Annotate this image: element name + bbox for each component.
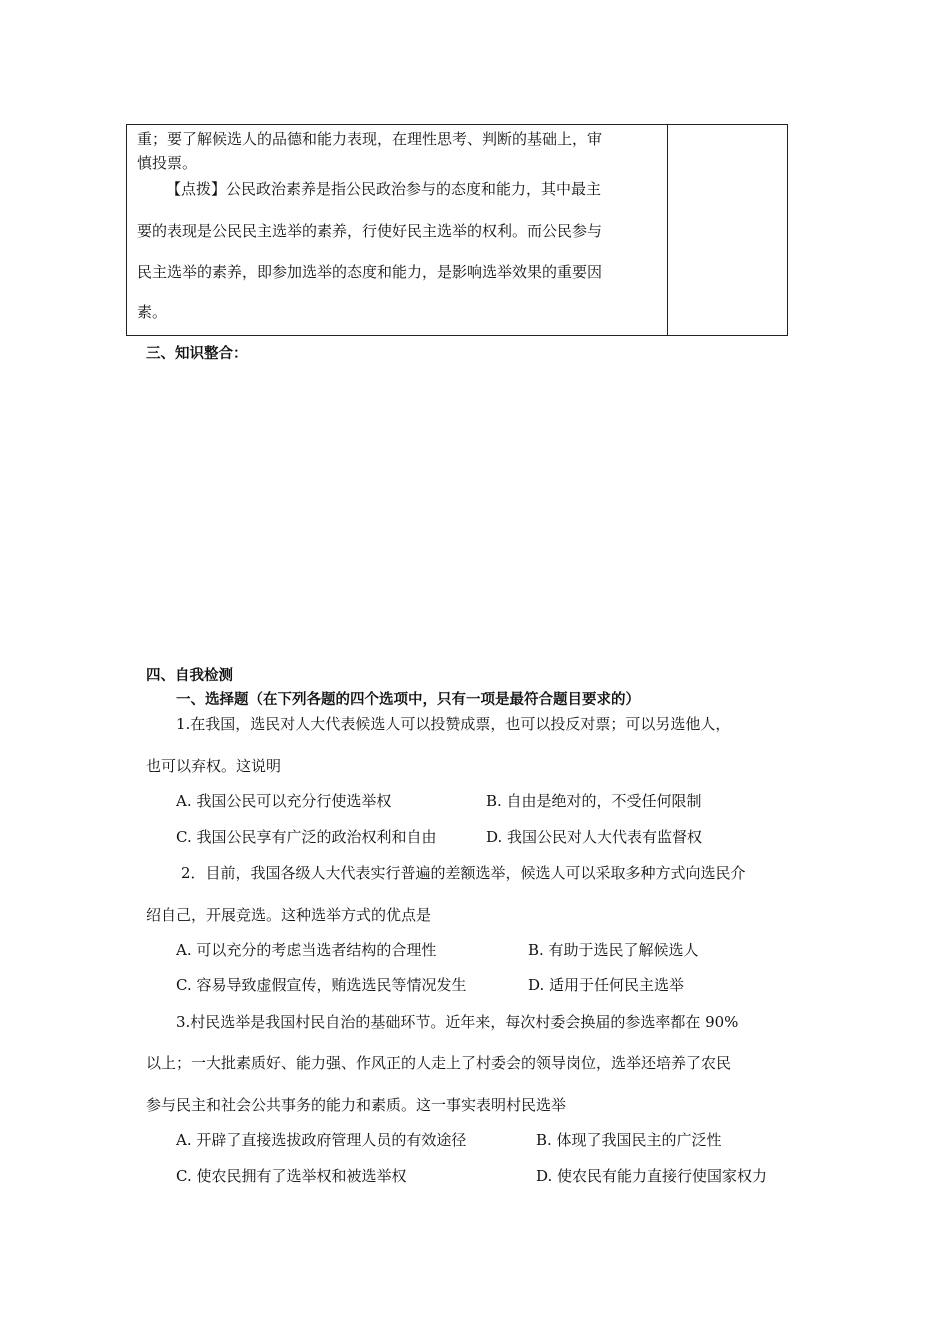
option-c: C. 容易导致虚假宣传，贿选选民等情况发生 xyxy=(176,976,467,994)
option-d: D. 适用于任何民主选举 xyxy=(528,976,685,994)
section-title: 四、自我检测 xyxy=(146,668,233,684)
option-d: D. 使农民有能力直接行使国家权力 xyxy=(536,1167,768,1185)
option-a: A. 可以充分的考虑当选者结构的合理性 xyxy=(176,941,437,959)
option-a: A. 开辟了直接选拔政府管理人员的有效途径 xyxy=(176,1131,467,1149)
option-b: B. 有助于选民了解候选人 xyxy=(528,941,699,959)
option-b: B. 自由是绝对的，不受任何限制 xyxy=(486,792,702,810)
option-c: C. 使农民拥有了选举权和被选举权 xyxy=(176,1167,407,1185)
tip-text: 素。 xyxy=(137,303,168,321)
tip-text: 民主选举的素养，即参加选举的态度和能力，是影响选举效果的重要因 xyxy=(137,263,603,281)
option-a: A. 我国公民可以充分行使选举权 xyxy=(176,792,392,810)
tip-text: 公民政治素养是指公民政治参与的态度和能力，其中最主 xyxy=(226,180,602,198)
question-stem: 参与民主和社会公共事务的能力和素质。这一事实表明村民选举 xyxy=(146,1096,567,1114)
tip-block xyxy=(166,178,601,199)
question-stem: 3.村民选举是我国村民自治的基础环节。近年来，每次村委会换届的参选率都在 90% xyxy=(176,1013,739,1031)
section-subtitle: 一、选择题（在下列各题的四个选项中，只有一项是最符合题目要求的） xyxy=(176,692,640,708)
tip-label: 【点拨】 xyxy=(166,180,227,198)
option-d: D. 我国公民对人大代表有监督权 xyxy=(486,828,703,846)
tip-text: 要的表现是公民民主选举的素养，行使好民主选举的权利。而公民参与 xyxy=(137,222,603,240)
question-stem: 绍自己，开展竞选。这种选举方式的优点是 xyxy=(146,906,432,924)
table-column-divider xyxy=(667,125,668,335)
option-b: B. 体现了我国民主的广泛性 xyxy=(536,1131,722,1149)
option-c: C. 我国公民享有广泛的政治权利和自由 xyxy=(176,828,437,846)
section-title: 三、知识整合： xyxy=(146,346,248,362)
question-stem: 2．目前，我国各级人大代表实行普遍的差额选举，候选人可以采取多种方式向选民介 xyxy=(181,864,746,882)
question-stem: 也可以弃权。这说明 xyxy=(146,757,282,775)
question-stem: 以上；一大批素质好、能力强、作风正的人走上了村委会的领导岗位，选举还培养了农民 xyxy=(146,1054,732,1072)
table-text-line: 重；要了解候选人的品德和能力表现，在理性思考、判断的基础上，审 xyxy=(137,130,603,148)
question-stem: 1.在我国，选民对人大代表候选人可以投赞成票，也可以投反对票；可以另选他人， xyxy=(176,715,731,733)
table-text-line: 慎投票。 xyxy=(137,154,198,172)
